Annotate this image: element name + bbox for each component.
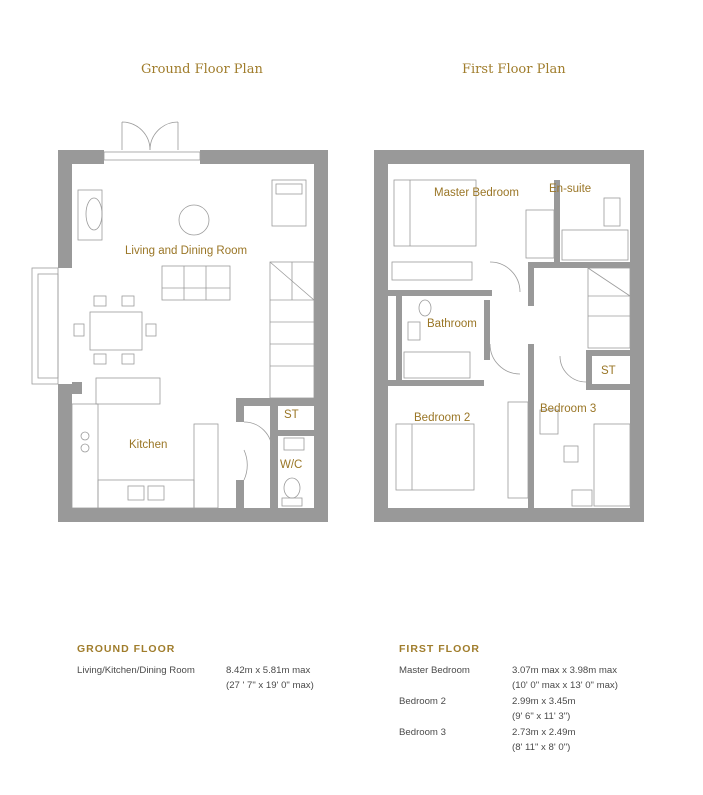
ground-floor-plan-title: Ground Floor Plan: [141, 62, 263, 77]
ground-st-label: ST: [284, 409, 299, 421]
ground-row-1-room: Living/Kitchen/Dining Room: [77, 665, 195, 676]
ground-row-1-imperial: (27 ' 7" x 19' 0" max): [226, 680, 314, 691]
first-row-3-metric: 2.73m x 2.49m: [512, 727, 576, 738]
first-row-1-room: Master Bedroom: [399, 665, 470, 676]
first-row-1-imperial: (10' 0" max x 13' 0" max): [512, 680, 618, 691]
ground-row-1-metric: 8.42m x 5.81m max: [226, 665, 311, 676]
master-bedroom-label: Master Bedroom: [434, 187, 520, 199]
first-row-2-metric: 2.99m x 3.45m: [512, 696, 576, 707]
ground-floor-heading: GROUND FLOOR: [77, 643, 176, 655]
living-dining-room-label: Living and Dining Room: [125, 245, 248, 257]
first-floor-plan: [374, 150, 644, 522]
wc-label: W/C: [280, 459, 303, 471]
first-floor-heading: FIRST FLOOR: [399, 643, 480, 655]
first-row-2-imperial: (9' 6" x 11' 3"): [512, 711, 571, 722]
first-row-2-room: Bedroom 2: [399, 696, 446, 707]
first-row-1-metric: 3.07m max x 3.98m max: [512, 665, 618, 676]
first-floor-plan-title: First Floor Plan: [462, 62, 566, 77]
bedroom-3-label: Bedroom 3: [540, 403, 597, 415]
bathroom-label: Bathroom: [427, 318, 477, 330]
first-row-3-room: Bedroom 3: [399, 727, 446, 738]
first-st-label: ST: [601, 365, 616, 377]
bedroom-2-label: Bedroom 2: [414, 412, 471, 424]
en-suite-label: En-suite: [549, 183, 592, 195]
kitchen-label: Kitchen: [129, 439, 168, 451]
first-row-3-imperial: (8' 11" x 8' 0"): [512, 742, 571, 753]
